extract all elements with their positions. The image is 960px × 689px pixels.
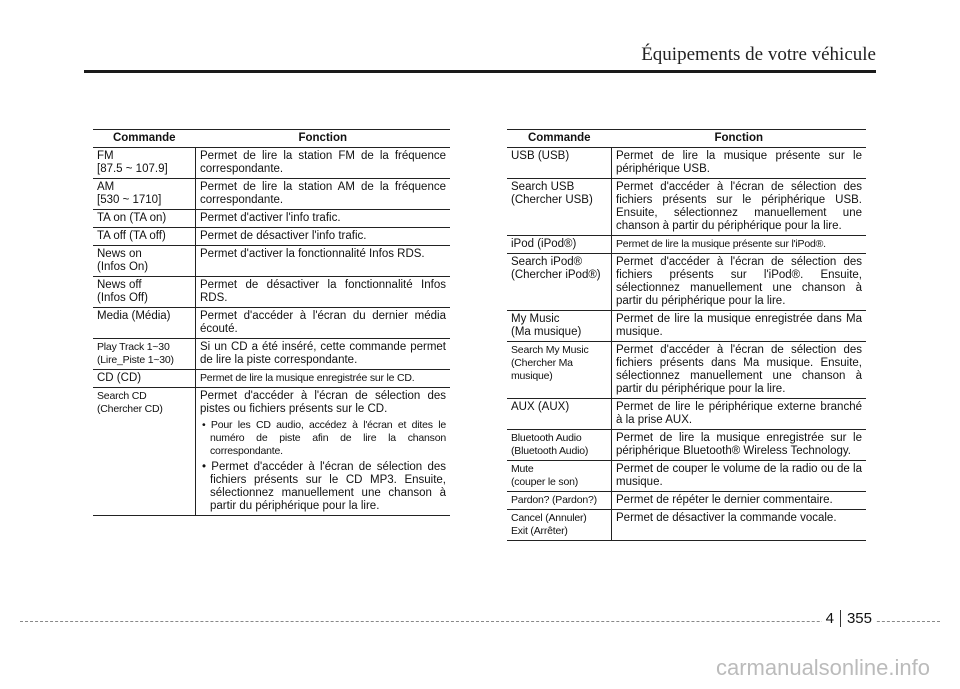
table-row bbox=[93, 210, 450, 228]
command-function: Permet de lire la musique enregistrée sur le périphérique Bluetooth® Wireless Technology. bbox=[612, 430, 867, 461]
column-header-command: Commande bbox=[93, 130, 196, 148]
table-row bbox=[507, 254, 866, 311]
command-name: AUX (AUX) bbox=[511, 401, 570, 413]
table-row bbox=[93, 308, 450, 339]
command-name: USB (USB) bbox=[511, 150, 570, 162]
page-header-title: Équipements de votre véhicule bbox=[641, 44, 876, 65]
command-name: Play Track 1~30 bbox=[97, 341, 170, 353]
command-name: TA off (TA off) bbox=[97, 230, 166, 242]
table-row bbox=[93, 339, 450, 370]
command-alt: [530 ~ 1710] bbox=[97, 194, 162, 206]
voice-commands-table-left bbox=[93, 129, 450, 516]
command-function: Permet de désactiver la commande vocale. bbox=[612, 510, 867, 541]
command-name: Search USB bbox=[511, 181, 575, 193]
command-name: Pardon? (Pardon?) bbox=[511, 494, 597, 506]
command-name: Search iPod® bbox=[511, 256, 583, 268]
command-function: Permet d'accéder à l'écran du dernier média écouté. bbox=[196, 308, 451, 339]
command-alt: (Chercher iPod®) bbox=[511, 269, 601, 281]
table-row bbox=[507, 179, 866, 236]
page-number-value: 355 bbox=[846, 610, 872, 627]
table-row bbox=[507, 461, 866, 492]
command-function: Permet de couper le volume de la radio ou de la musique. bbox=[612, 461, 867, 492]
table-row bbox=[507, 311, 866, 342]
command-name: FM bbox=[97, 150, 114, 162]
command-function: Permet de lire la musique enregistrée sur le CD. bbox=[196, 370, 451, 388]
command-function: Si un CD a été inséré, cette commande permet de lire la piste correspondante. bbox=[196, 339, 451, 370]
command-alt: (Bluetooth Audio) bbox=[511, 445, 589, 457]
command-function: Permet de désactiver la fonctionnalité Infos RDS. bbox=[196, 277, 451, 308]
table-row bbox=[93, 148, 450, 179]
table-row bbox=[507, 342, 866, 399]
header-rule bbox=[84, 70, 876, 73]
table-row bbox=[507, 236, 866, 254]
table-row bbox=[507, 399, 866, 430]
command-function: Permet de lire la station FM de la fréquence correspondante. bbox=[196, 148, 451, 179]
command-function: Permet de lire la musique présente sur le périphérique USB. bbox=[612, 148, 867, 179]
command-name: Media (Média) bbox=[97, 310, 171, 322]
command-function: Permet de lire le périphérique externe branché à la prise AUX. bbox=[612, 399, 867, 430]
table-row bbox=[507, 430, 866, 461]
table-header-row bbox=[93, 130, 450, 148]
command-name: News off bbox=[97, 279, 142, 291]
command-alt: (Chercher Ma musique) bbox=[511, 357, 573, 382]
command-alt: (Infos Off) bbox=[97, 292, 148, 304]
column-header-function: Fonction bbox=[196, 130, 451, 148]
table-row bbox=[93, 277, 450, 308]
table-row bbox=[93, 246, 450, 277]
command-name: Bluetooth Audio bbox=[511, 432, 582, 444]
chapter-number: 4 bbox=[826, 610, 841, 627]
table-header-row bbox=[507, 130, 866, 148]
bullet-item: • Permet d'accéder à l'écran de sélection des fichiers présents sur le CD MP3. Ensuite, sélectionnez manuellement une chanson à partir du périphérique pour la lire. bbox=[202, 461, 446, 512]
command-name: Cancel (Annuler) bbox=[511, 512, 587, 524]
table-row bbox=[93, 388, 450, 516]
command-function: Permet de répéter le dernier commentaire. bbox=[612, 492, 867, 510]
column-header-command: Commande bbox=[507, 130, 612, 148]
command-function: Permet d'activer la fonctionnalité Infos RDS. bbox=[196, 246, 451, 277]
command-name: Search My Music bbox=[511, 344, 589, 356]
command-alt: (Ma musique) bbox=[511, 326, 582, 338]
command-alt: (Infos On) bbox=[97, 261, 149, 273]
table-row bbox=[93, 370, 450, 388]
table-row bbox=[93, 228, 450, 246]
command-name: Mute bbox=[511, 463, 534, 475]
command-name: News on bbox=[97, 248, 142, 260]
command-function: Permet de lire la musique enregistrée dans Ma musique. bbox=[612, 311, 867, 342]
column-header-function: Fonction bbox=[612, 130, 867, 148]
table-row bbox=[507, 492, 866, 510]
command-alt: [87.5 ~ 107.9] bbox=[97, 163, 168, 175]
command-name: Search CD bbox=[97, 390, 147, 402]
command-name: My Music bbox=[511, 313, 560, 325]
watermark: carmanualsonline.info bbox=[715, 655, 930, 680]
command-function: Permet de lire la musique présente sur l'iPod®. bbox=[612, 236, 867, 254]
table-row bbox=[93, 179, 450, 210]
command-name: AM bbox=[97, 181, 115, 193]
command-function: Permet d'accéder à l'écran de sélection des fichiers présents dans Ma musique. Ensuite, sélectionnez manuellement une chanson à partir du périphérique pour la lire. bbox=[612, 342, 867, 399]
command-alt: (Chercher CD) bbox=[97, 403, 163, 415]
command-name: CD (CD) bbox=[97, 372, 142, 384]
bullet-item: • Pour les CD audio, accédez à l'écran et dites le numéro de piste afin de lire la chanson correspondante. bbox=[202, 419, 446, 457]
command-alt: (Chercher USB) bbox=[511, 194, 593, 206]
command-alt: (couper le son) bbox=[511, 476, 579, 488]
command-function: Permet d'accéder à l'écran de sélection des fichiers présents sur le périphérique USB. Ensuite, sélectionnez manuellement une chanson à partir du périphérique pour la lire. bbox=[612, 179, 867, 236]
command-alt: Exit (Arrêter) bbox=[511, 525, 568, 537]
page-number bbox=[822, 610, 876, 627]
footer-rule bbox=[20, 621, 940, 622]
command-function: Permet de désactiver l'info trafic. bbox=[196, 228, 451, 246]
command-name: iPod (iPod®) bbox=[511, 238, 577, 250]
command-function: Permet d'accéder à l'écran de sélection des pistes ou fichiers présents sur le CD. bbox=[200, 390, 446, 415]
command-name: TA on (TA on) bbox=[97, 212, 167, 224]
table-row bbox=[507, 510, 866, 541]
table-row bbox=[507, 148, 866, 179]
command-function: Permet de lire la station AM de la fréquence correspondante. bbox=[196, 179, 451, 210]
command-alt: (Lire_Piste 1~30) bbox=[97, 354, 174, 366]
command-function: Permet d'activer l'info trafic. bbox=[196, 210, 451, 228]
voice-commands-table-right bbox=[507, 129, 866, 541]
command-function: Permet d'accéder à l'écran de sélection des fichiers présents sur l'iPod®. Ensuite, sélectionnez manuellement une chanson à partir du périphérique pour la lire. bbox=[612, 254, 867, 311]
